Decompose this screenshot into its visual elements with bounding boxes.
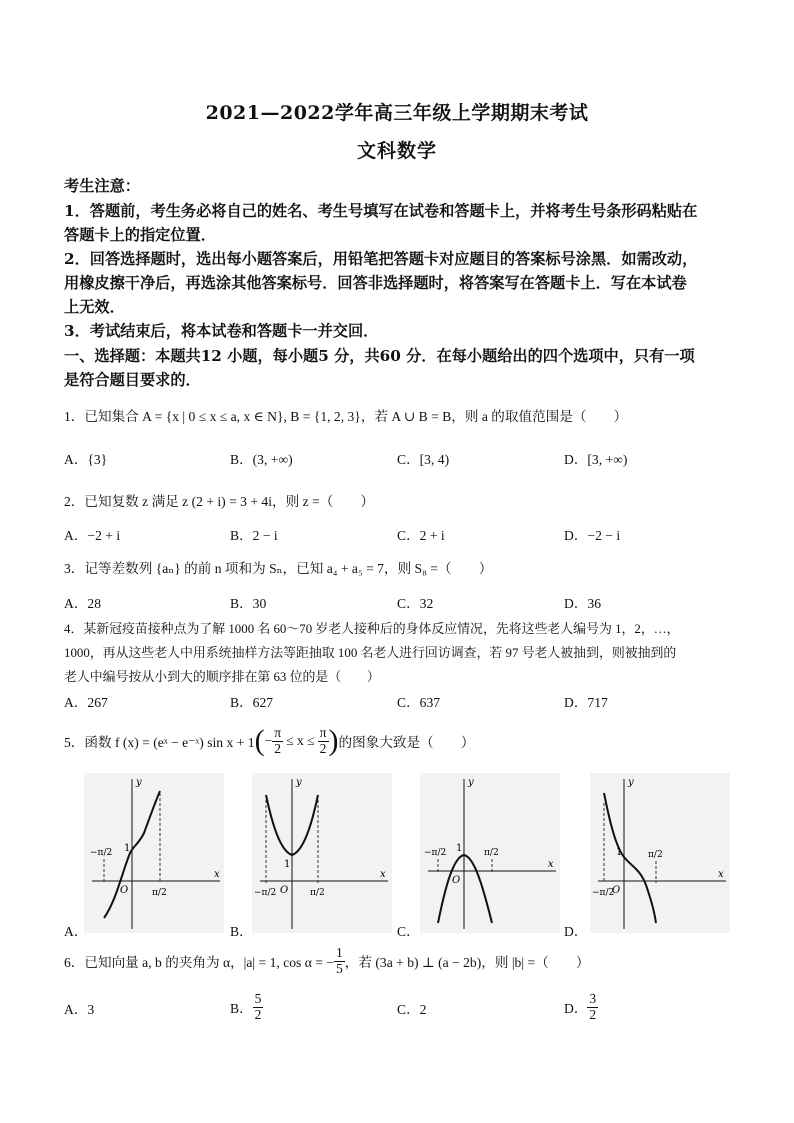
option-b: B．30	[230, 596, 267, 611]
option-d: D．717	[564, 695, 608, 710]
option-c: C．	[397, 924, 420, 939]
q5-neg-pi-over-2: $\frac{\pi}{2}$	[274, 725, 282, 756]
y-label: y	[628, 777, 634, 788]
option-a: A．267	[64, 695, 108, 710]
question-1-stem: 1．已知集合 A = {x | 0 ≤ x ≤ a, x ∈ N}, B = {1, 2, 3}，若 A ∪ B = B，则 a 的取值范围是（ ）	[64, 409, 628, 424]
option-a: A．28	[64, 596, 102, 611]
q5-neg: −	[264, 733, 273, 748]
option-b: B．	[230, 924, 253, 939]
question-3-stem: 3．记等差数列 {aₙ} 的前 n 项和为 Sₙ，已知 a₄ + a₅ = 7，则 S₈ =（ ）	[64, 561, 493, 576]
option-a: A．{3}	[64, 452, 108, 467]
option-a: A．3	[64, 1002, 95, 1017]
question-4-line: 1000，再从这些老人中用系统抽样方法等距抽取 100 名老人进行回访调查，若 97 号老人被抽到，则被抽到的	[64, 646, 677, 660]
option-b: B．(3, +∞)	[230, 452, 293, 467]
neg-pi-half-label: −π/2	[424, 848, 447, 858]
notes-line: 上无效．	[64, 298, 125, 316]
option-b: B． $\frac{5}{2}$	[230, 991, 262, 1022]
q6-fraction: $\frac{1}{5}$	[335, 945, 343, 976]
q5-lparen: (	[254, 724, 265, 757]
option-c: C．2	[397, 1002, 427, 1017]
q5-pi-over-2: $\frac{\pi}{2}$	[319, 725, 327, 756]
q6-pre: 6．已知向量 a, b 的夹角为 α，|a| = 1, cos α = −	[64, 955, 334, 970]
origin-label: O	[452, 875, 461, 886]
origin-label: O	[280, 885, 289, 896]
x-label: x	[380, 869, 386, 880]
option-d: D．36	[564, 596, 602, 611]
pi-half-label: π/2	[648, 850, 663, 860]
graph-option-a	[84, 773, 224, 933]
neg-pi-half-label: −π/2	[90, 848, 113, 858]
question-4-line: 老人中编号按从小到大的顺序排在第 63 位的是（ ）	[64, 670, 380, 684]
pi-half-label: π/2	[310, 888, 325, 898]
q5-rparen: )	[328, 724, 339, 757]
notes-heading: 考生注意：	[64, 177, 140, 195]
option-b: B．627	[230, 695, 274, 710]
option-a: A．	[64, 924, 88, 939]
neg-pi-half-label: −π/2	[592, 888, 615, 898]
y-label: y	[136, 777, 142, 788]
exam-title: 2021—2022学年高三年级上学期期末考试	[205, 102, 589, 124]
notes-line: 答题卡上的指定位置．	[64, 226, 216, 244]
q5-post: 的图象大致是（ ）	[338, 735, 475, 750]
option-d: D． $\frac{3}{2}$	[564, 991, 597, 1022]
notes-line: 2．回答选择题时，选出每小题答案后，用铅笔把答题卡对应题目的答案标号涂黑．如需改动，	[64, 250, 698, 268]
graph-background	[252, 773, 392, 933]
y-label: y	[296, 777, 302, 788]
graph-option-c	[420, 773, 560, 933]
neg-pi-half-label: −π/2	[254, 888, 277, 898]
section-heading: 一、选择题：本题共12 小题，每小题5 分，共60 分．在每小题给出的四个选项中，只有一项	[64, 347, 695, 365]
x-label: x	[718, 869, 724, 880]
exam-subject: 文科数学	[356, 140, 437, 162]
question-6-options	[64, 990, 744, 1030]
question-4-line: 4．某新冠疫苗接种点为了解 1000 名 60～70 岁老人接种后的身体反应情况，先将这些老人编号为 1，2，…，	[64, 622, 680, 636]
section-heading-cont: 是符合题目要求的．	[64, 371, 201, 389]
one-label: 1	[284, 859, 291, 870]
notes-line: 3．考试结束后，将本试卷和答题卡一并交回．	[64, 322, 379, 340]
origin-label: O	[612, 885, 621, 896]
q6-post: ，若 (3a + b) ⊥ (a − 2b)，则 |b| =（ ）	[344, 955, 590, 970]
x-label: x	[214, 869, 220, 880]
question-2-stem: 2．已知复数 z 满足 z (2 + i) = 3 + 4i，则 z =（ ）	[64, 494, 375, 509]
one-label: 1	[616, 847, 623, 858]
option-c: C．2 + i	[397, 528, 445, 543]
option-c: C．637	[397, 695, 441, 710]
graph-option-d	[590, 773, 730, 933]
option-b: B．2 − i	[230, 528, 278, 543]
question-6-stem	[64, 944, 590, 978]
q5-function: 5．函数 f (x) = (eˣ − e⁻ˣ) sin x + 1	[64, 735, 255, 750]
option-d: D．	[564, 924, 588, 939]
option-d: D．−2 − i	[564, 528, 621, 543]
one-label: 1	[456, 843, 463, 854]
option-a: A．−2 + i	[64, 528, 121, 543]
graph-option-b	[252, 773, 392, 933]
option-d: D．[3, +∞)	[564, 452, 628, 467]
notes-line: 1．答题前，考生务必将自己的姓名、考生号填写在试卷和答题卡上，并将考生号条形码粘贴在	[64, 202, 698, 220]
question-5-stem	[64, 722, 474, 760]
pi-half-label: π/2	[152, 888, 167, 898]
q5-range-mid: ≤ x ≤	[286, 733, 315, 748]
pi-half-label: π/2	[484, 848, 499, 858]
x-label: x	[548, 859, 554, 870]
y-label: y	[468, 777, 474, 788]
notes-line: 用橡皮擦干净后，再选涂其他答案标号．回答非选择题时，将答案写在答题卡上．写在本试卷	[64, 274, 687, 292]
option-c: C．[3, 4)	[397, 452, 450, 467]
option-c: C．32	[397, 596, 434, 611]
one-label: 1	[124, 843, 131, 854]
origin-label: O	[120, 885, 129, 896]
